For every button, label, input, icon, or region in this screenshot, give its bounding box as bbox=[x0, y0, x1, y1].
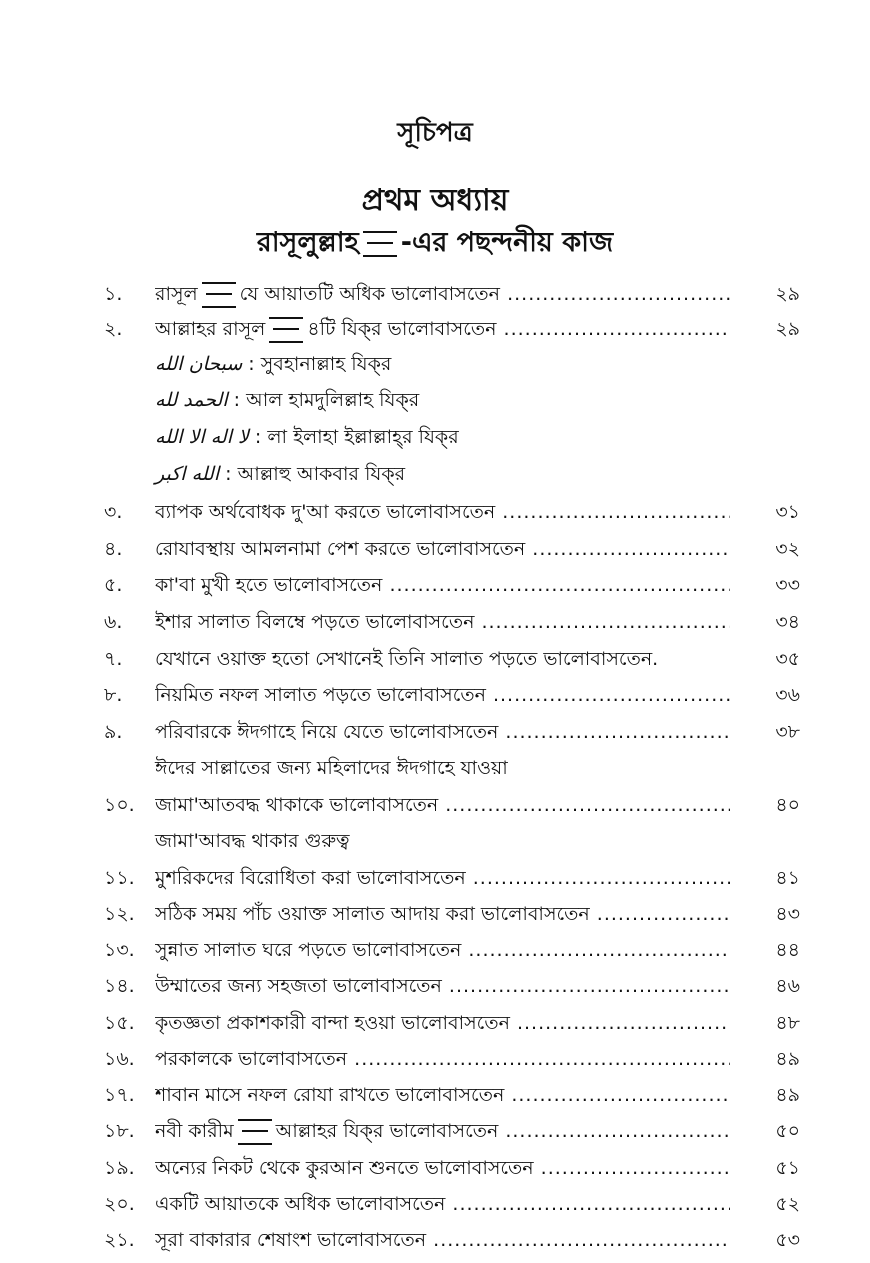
entry-title: নিয়মিত নফল সালাত পড়তে ভালোবাসতেন ..... bbox=[155, 677, 730, 713]
entry-number: ১৫. bbox=[104, 1012, 135, 1034]
entry-title: শাবান মাসে নফল রোযা রাখতে ভালোবাসতেন ..... bbox=[155, 1077, 730, 1113]
toc-entry[interactable] bbox=[0, 311, 870, 347]
entry-number: ১৮. bbox=[104, 1120, 135, 1142]
subentry-text: : আল হামদুলিল্লাহ যিক্‌র bbox=[233, 389, 420, 411]
arabic-text: لا اله الا الله bbox=[155, 426, 249, 448]
entry-title-part: নবী কারীম bbox=[155, 1120, 234, 1142]
entry-number: ৮. bbox=[104, 684, 123, 706]
entry-number: ৪. bbox=[104, 538, 123, 560]
entry-title: রোযাবস্থায় আমলনামা পেশ করতে ভালোবাসতেন ..... bbox=[155, 531, 730, 567]
entry-title: পরিবারকে ঈদগাহে নিয়ে যেতে ভালোবাসতেন ..... bbox=[155, 714, 730, 750]
entry-page: ২৯ bbox=[775, 318, 800, 340]
entry-title: একটি আয়াতকে অধিক ভালোবাসতেন ..... bbox=[155, 1186, 730, 1222]
toc-entry[interactable] bbox=[0, 787, 870, 823]
entry-title: কৃতজ্ঞতা প্রকাশকারী বান্দা হওয়া ভালোবাসতেন ..... bbox=[155, 1005, 730, 1041]
toc-entry[interactable] bbox=[0, 641, 870, 677]
entry-page: ৫১ bbox=[775, 1157, 800, 1179]
toc-entry[interactable] bbox=[0, 932, 870, 968]
entry-number: ৬. bbox=[104, 611, 123, 633]
toc-subentry bbox=[0, 419, 870, 455]
arabic-text: الحمد لله bbox=[155, 389, 228, 411]
entry-number: ১৩. bbox=[104, 939, 135, 961]
entry-page: ৪৪ bbox=[775, 939, 800, 961]
entry-page: ৩৮ bbox=[775, 721, 800, 743]
entry-title: মুশরিকদের বিরোধিতা করা ভালোবাসতেন ..... bbox=[155, 860, 730, 896]
entry-title: ইশার সালাত বিলম্বে পড়তে ভালোবাসতেন ..... bbox=[155, 604, 730, 640]
entry-title bbox=[155, 311, 730, 347]
entry-number: ৯. bbox=[104, 721, 123, 743]
entry-title-part: রাসূল bbox=[155, 283, 198, 305]
entry-number: ৭. bbox=[104, 648, 123, 670]
toc-entry[interactable] bbox=[0, 1113, 870, 1149]
toc-subentry bbox=[0, 346, 870, 382]
page-title: সূচিপত্র bbox=[397, 118, 473, 148]
entry-number: ১১. bbox=[104, 867, 135, 889]
entry-title: জামা'আতবদ্ধ থাকাকে ভালোবাসতেন ..... bbox=[155, 787, 730, 823]
entry-title: ব্যাপক অর্থবোধক দু'আ করতে ভালোবাসতেন ..... bbox=[155, 494, 730, 530]
entry-page: ৪৯ bbox=[775, 1048, 800, 1070]
entry-page: ৪৯ bbox=[775, 1084, 800, 1106]
toc-entry[interactable] bbox=[0, 714, 870, 750]
toc-entry[interactable] bbox=[0, 567, 870, 603]
entry-title: কা'বা মুখী হতে ভালোবাসতেন ..... bbox=[155, 567, 730, 603]
chapter-heading: প্রথম অধ্যায় bbox=[361, 183, 509, 218]
entry-page: ৪১ bbox=[775, 867, 800, 889]
toc-entry[interactable] bbox=[0, 860, 870, 896]
entry-page: ৩৬ bbox=[775, 684, 800, 706]
entry-title-part: যে আয়াতটি অধিক ভালোবাসতেন bbox=[239, 283, 501, 305]
entry-title: সুন্নাত সালাত ঘরে পড়তে ভালোবাসতেন ..... bbox=[155, 932, 730, 968]
toc-entry[interactable] bbox=[0, 968, 870, 1004]
toc-entry[interactable] bbox=[0, 276, 870, 312]
entry-page: ৩৪ bbox=[775, 611, 800, 633]
entry-page: ৩৫ bbox=[775, 648, 800, 670]
entry-page: ৪৬ bbox=[775, 975, 800, 997]
entry-number: ৩. bbox=[104, 501, 123, 523]
entry-number: ১৪. bbox=[104, 975, 135, 997]
entry-number: ২. bbox=[104, 318, 123, 340]
entry-page: ৪৮ bbox=[775, 1012, 800, 1034]
toc-entry[interactable] bbox=[0, 1222, 870, 1258]
arabic-text: الله اكبر bbox=[155, 463, 220, 485]
toc-entry[interactable] bbox=[0, 1005, 870, 1041]
toc-subentry bbox=[0, 823, 870, 859]
entry-page: ২৯ bbox=[775, 283, 800, 305]
salutation-seal-icon bbox=[363, 231, 397, 257]
entry-page: ৪০ bbox=[775, 794, 800, 816]
toc-entry[interactable] bbox=[0, 1041, 870, 1077]
subentry-text: ঈদের সাল্লাতের জন্য মহিলাদের ঈদগাহে যাওয়া bbox=[155, 757, 508, 779]
entry-number: ১৬. bbox=[104, 1048, 135, 1070]
entry-title: অন্যের নিকট থেকে কুরআন শুনতে ভালোবাসতেন ..... bbox=[155, 1150, 730, 1186]
entry-number: ১৯. bbox=[104, 1157, 135, 1179]
toc-entry[interactable] bbox=[0, 896, 870, 932]
entry-number: ১৭. bbox=[104, 1084, 135, 1106]
entry-title-part: আল্লাহর রাসূল bbox=[155, 318, 266, 340]
entry-title: সঠিক সময় পাঁচ ওয়াক্ত সালাত আদায় করা ভালোবাসতেন ..... bbox=[155, 896, 730, 932]
entry-page: ৩৩ bbox=[775, 574, 800, 596]
toc-subentry bbox=[0, 382, 870, 418]
entry-page: ৫২ bbox=[775, 1193, 800, 1215]
toc-subentry bbox=[0, 456, 870, 492]
entry-page: ৫০ bbox=[775, 1120, 800, 1142]
subentry-text: : আল্লাহু আকবার যিক্‌র bbox=[225, 463, 406, 485]
toc-entry[interactable] bbox=[0, 1077, 870, 1113]
entry-title: সূরা বাকারার শেষাংশ ভালোবাসতেন ..... bbox=[155, 1222, 730, 1258]
entry-page: ৩২ bbox=[775, 538, 800, 560]
subentry-text: জামা'আবদ্ধ থাকার গুরুত্ব bbox=[155, 830, 350, 852]
entry-title bbox=[155, 276, 730, 312]
entry-page: ৩১ bbox=[775, 501, 800, 523]
arabic-text: سبحان الله bbox=[155, 353, 243, 375]
subtitle-before: রাসূলুল্লাহ bbox=[256, 227, 359, 258]
subentry-text: : সুবহানাল্লাহ যিক্‌র bbox=[248, 353, 392, 375]
salutation-seal-icon bbox=[269, 317, 303, 343]
salutation-seal-icon bbox=[238, 1119, 272, 1145]
entry-title: পরকালকে ভালোবাসতেন ..... bbox=[155, 1041, 730, 1077]
toc-entry[interactable] bbox=[0, 677, 870, 713]
toc-entry[interactable] bbox=[0, 494, 870, 530]
subtitle-after: -এর পছন্দনীয় কাজ bbox=[400, 227, 614, 258]
entry-number: ১. bbox=[104, 283, 123, 305]
entry-title: উম্মাতের জন্য সহজতা ভালোবাসতেন ..... bbox=[155, 968, 730, 1004]
entry-number: ১০. bbox=[104, 794, 135, 816]
chapter-subtitle bbox=[0, 222, 870, 267]
entry-number: ২০. bbox=[104, 1193, 135, 1215]
entry-title-part: আল্লাহর যিক্‌র ভালোবাসতেন bbox=[275, 1120, 499, 1142]
toc-entry[interactable] bbox=[0, 531, 870, 567]
subentry-text: : লা ইলাহা ইল্লাল্লাহ্‌র যিক্‌র bbox=[254, 426, 459, 448]
entry-number: ৫. bbox=[104, 574, 123, 596]
entry-page: ৪৩ bbox=[775, 903, 800, 925]
toc-entry[interactable] bbox=[0, 1150, 870, 1186]
entry-number: ২১. bbox=[104, 1229, 135, 1251]
entry-page: ৫৩ bbox=[775, 1229, 800, 1251]
entry-title: যেখানে ওয়াক্ত হতো সেখানেই তিনি সালাত পড়তে ভালোবাসতেন. bbox=[155, 648, 659, 670]
salutation-seal-icon bbox=[202, 282, 236, 308]
entry-title-part: ৪টি যিক্‌র ভালোবাসতেন bbox=[307, 318, 497, 340]
toc-subentry bbox=[0, 750, 870, 786]
entry-number: ১২. bbox=[104, 903, 135, 925]
entry-title bbox=[155, 1113, 730, 1149]
toc-entry[interactable] bbox=[0, 604, 870, 640]
toc-entry[interactable] bbox=[0, 1186, 870, 1222]
